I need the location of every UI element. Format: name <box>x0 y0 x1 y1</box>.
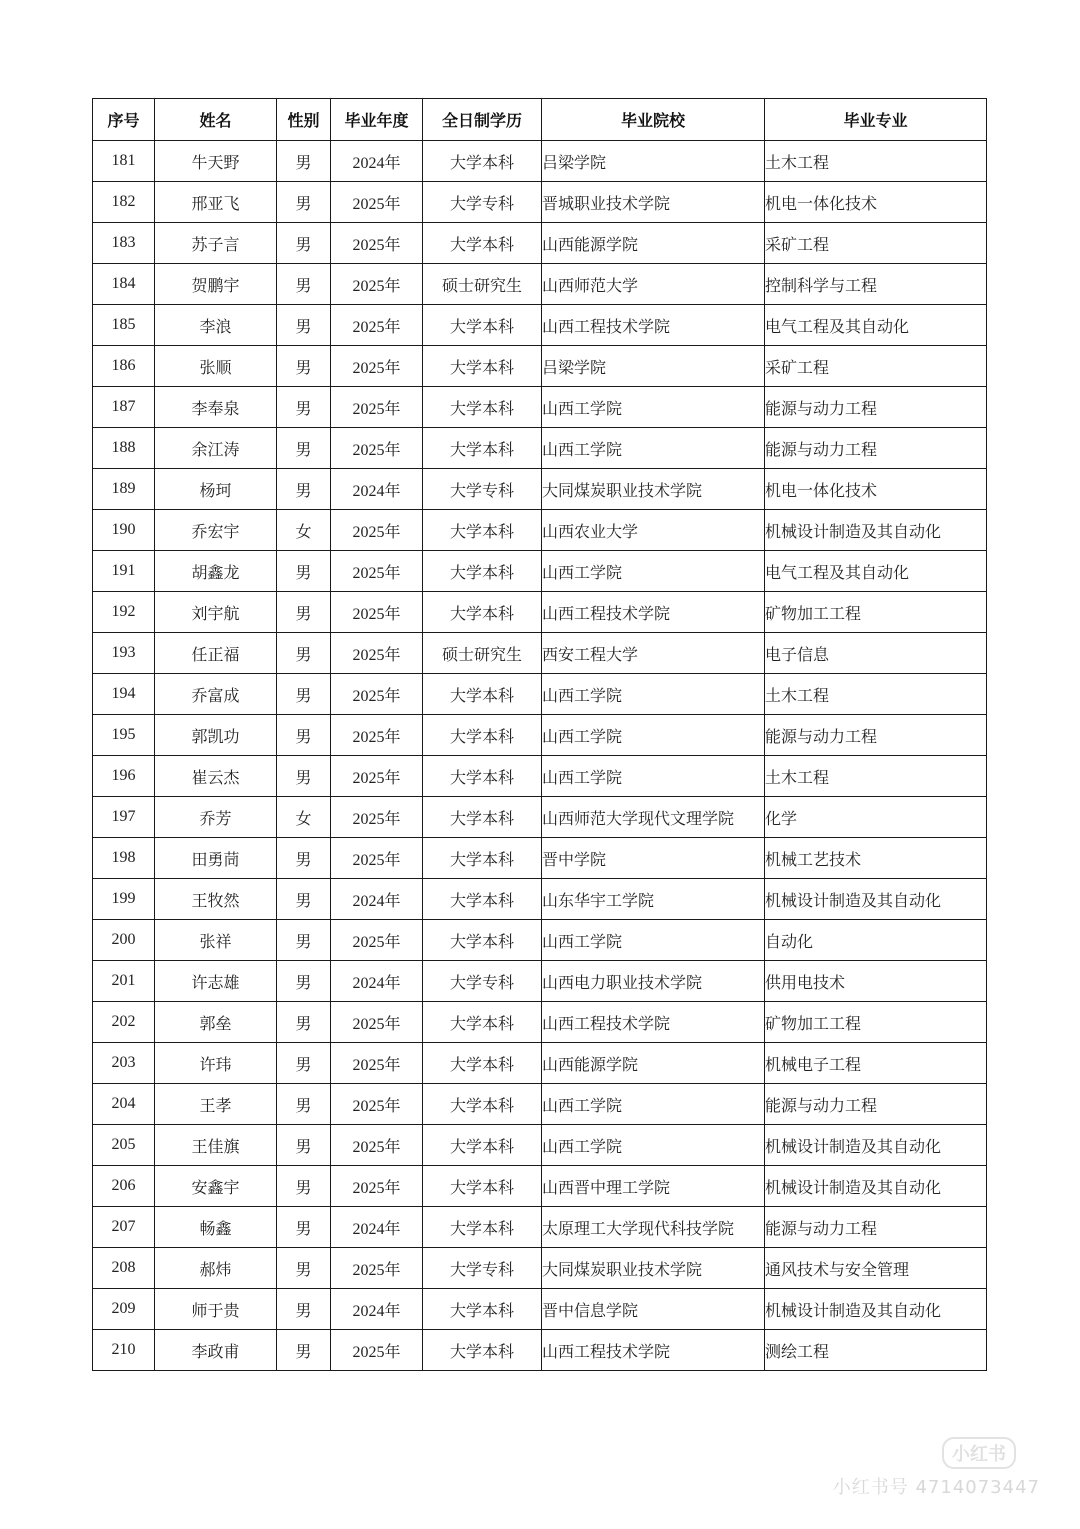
cell-index: 201 <box>93 961 155 1002</box>
cell-name: 杨珂 <box>155 469 277 510</box>
cell-school: 山西能源学院 <box>542 1043 765 1084</box>
cell-school: 山西工学院 <box>542 551 765 592</box>
cell-gender: 女 <box>277 510 331 551</box>
cell-name: 张顺 <box>155 346 277 387</box>
table-row <box>93 797 987 838</box>
table-row <box>93 387 987 428</box>
cell-education: 硕士研究生 <box>423 633 542 674</box>
cell-index: 181 <box>93 141 155 182</box>
cell-graduation-year: 2025年 <box>331 551 423 592</box>
cell-gender: 男 <box>277 182 331 223</box>
table-row <box>93 469 987 510</box>
cell-name: 胡鑫龙 <box>155 551 277 592</box>
cell-school: 吕梁学院 <box>542 141 765 182</box>
cell-name: 余江涛 <box>155 428 277 469</box>
cell-name: 乔宏宇 <box>155 510 277 551</box>
cell-name: 师于贵 <box>155 1289 277 1330</box>
table-row <box>93 1043 987 1084</box>
cell-gender: 男 <box>277 223 331 264</box>
table-row <box>93 346 987 387</box>
cell-education: 大学本科 <box>423 428 542 469</box>
cell-gender: 男 <box>277 1125 331 1166</box>
cell-graduation-year: 2025年 <box>331 592 423 633</box>
table-row <box>93 961 987 1002</box>
watermark <box>833 1437 1040 1499</box>
cell-major: 机电一体化技术 <box>765 469 987 510</box>
cell-index: 194 <box>93 674 155 715</box>
roster-sheet <box>92 98 986 1371</box>
cell-school: 山西工学院 <box>542 387 765 428</box>
cell-school: 山西工学院 <box>542 756 765 797</box>
cell-education: 大学本科 <box>423 305 542 346</box>
cell-gender: 男 <box>277 1330 331 1371</box>
cell-school: 山西工程技术学院 <box>542 1330 765 1371</box>
cell-index: 208 <box>93 1248 155 1289</box>
cell-gender: 男 <box>277 1084 331 1125</box>
cell-major: 供用电技术 <box>765 961 987 1002</box>
cell-graduation-year: 2025年 <box>331 1125 423 1166</box>
cell-education: 大学本科 <box>423 797 542 838</box>
cell-graduation-year: 2025年 <box>331 633 423 674</box>
cell-name: 乔富成 <box>155 674 277 715</box>
cell-index: 207 <box>93 1207 155 1248</box>
cell-name: 郭凯功 <box>155 715 277 756</box>
cell-index: 202 <box>93 1002 155 1043</box>
cell-education: 大学本科 <box>423 510 542 551</box>
cell-gender: 男 <box>277 715 331 756</box>
cell-index: 204 <box>93 1084 155 1125</box>
cell-school: 山西工程技术学院 <box>542 1002 765 1043</box>
cell-school: 山西工学院 <box>542 715 765 756</box>
cell-education: 大学专科 <box>423 469 542 510</box>
cell-name: 张祥 <box>155 920 277 961</box>
cell-education: 大学本科 <box>423 1043 542 1084</box>
cell-graduation-year: 2024年 <box>331 141 423 182</box>
cell-index: 199 <box>93 879 155 920</box>
cell-name: 李政甫 <box>155 1330 277 1371</box>
cell-graduation-year: 2025年 <box>331 1166 423 1207</box>
table-row <box>93 920 987 961</box>
cell-name: 邢亚飞 <box>155 182 277 223</box>
cell-graduation-year: 2025年 <box>331 674 423 715</box>
cell-index: 196 <box>93 756 155 797</box>
cell-major: 机械设计制造及其自动化 <box>765 510 987 551</box>
cell-index: 189 <box>93 469 155 510</box>
cell-graduation-year: 2025年 <box>331 182 423 223</box>
cell-school: 山西能源学院 <box>542 223 765 264</box>
cell-school: 山西师范大学 <box>542 264 765 305</box>
cell-school: 山西电力职业技术学院 <box>542 961 765 1002</box>
cell-name: 乔芳 <box>155 797 277 838</box>
cell-major: 电气工程及其自动化 <box>765 305 987 346</box>
cell-index: 183 <box>93 223 155 264</box>
cell-graduation-year: 2024年 <box>331 961 423 1002</box>
cell-index: 209 <box>93 1289 155 1330</box>
cell-gender: 男 <box>277 961 331 1002</box>
cell-major: 机械电子工程 <box>765 1043 987 1084</box>
cell-name: 任正福 <box>155 633 277 674</box>
cell-major: 能源与动力工程 <box>765 1084 987 1125</box>
cell-graduation-year: 2025年 <box>331 346 423 387</box>
cell-gender: 男 <box>277 387 331 428</box>
cell-school: 晋中学院 <box>542 838 765 879</box>
table-row <box>93 1125 987 1166</box>
table-row <box>93 592 987 633</box>
cell-school: 吕梁学院 <box>542 346 765 387</box>
table-row <box>93 1248 987 1289</box>
cell-education: 大学本科 <box>423 346 542 387</box>
cell-graduation-year: 2024年 <box>331 469 423 510</box>
table-row <box>93 551 987 592</box>
cell-name: 许玮 <box>155 1043 277 1084</box>
cell-gender: 男 <box>277 1043 331 1084</box>
cell-education: 大学本科 <box>423 838 542 879</box>
cell-index: 203 <box>93 1043 155 1084</box>
cell-gender: 男 <box>277 592 331 633</box>
cell-name: 刘宇航 <box>155 592 277 633</box>
cell-index: 182 <box>93 182 155 223</box>
cell-major: 机械设计制造及其自动化 <box>765 879 987 920</box>
cell-name: 牛天野 <box>155 141 277 182</box>
cell-gender: 男 <box>277 756 331 797</box>
cell-name: 王孝 <box>155 1084 277 1125</box>
cell-school: 山西工学院 <box>542 1125 765 1166</box>
roster-body <box>93 141 987 1371</box>
cell-school: 大同煤炭职业技术学院 <box>542 1248 765 1289</box>
cell-school: 山东华宇工学院 <box>542 879 765 920</box>
cell-index: 198 <box>93 838 155 879</box>
cell-school: 太原理工大学现代科技学院 <box>542 1207 765 1248</box>
table-row <box>93 428 987 469</box>
cell-education: 大学本科 <box>423 387 542 428</box>
header-row <box>93 99 987 141</box>
cell-major: 矿物加工工程 <box>765 592 987 633</box>
cell-graduation-year: 2025年 <box>331 838 423 879</box>
cell-gender: 男 <box>277 1207 331 1248</box>
cell-graduation-year: 2025年 <box>331 715 423 756</box>
table-row <box>93 879 987 920</box>
table-row <box>93 305 987 346</box>
cell-major: 土木工程 <box>765 674 987 715</box>
cell-major: 土木工程 <box>765 756 987 797</box>
cell-name: 贺鹏宇 <box>155 264 277 305</box>
cell-index: 197 <box>93 797 155 838</box>
cell-school: 山西师范大学现代文理学院 <box>542 797 765 838</box>
cell-gender: 男 <box>277 1166 331 1207</box>
table-row <box>93 264 987 305</box>
cell-name: 郝炜 <box>155 1248 277 1289</box>
cell-graduation-year: 2025年 <box>331 428 423 469</box>
cell-education: 大学本科 <box>423 1084 542 1125</box>
cell-education: 大学本科 <box>423 1002 542 1043</box>
cell-major: 能源与动力工程 <box>765 1207 987 1248</box>
cell-education: 大学本科 <box>423 1330 542 1371</box>
cell-name: 安鑫宇 <box>155 1166 277 1207</box>
cell-education: 大学本科 <box>423 1125 542 1166</box>
cell-major: 自动化 <box>765 920 987 961</box>
cell-school: 山西工程技术学院 <box>542 592 765 633</box>
table-row <box>93 674 987 715</box>
header-major: 毕业专业 <box>765 99 987 141</box>
cell-education: 大学本科 <box>423 1207 542 1248</box>
cell-gender: 男 <box>277 469 331 510</box>
header-name: 姓名 <box>155 99 277 141</box>
cell-index: 190 <box>93 510 155 551</box>
cell-name: 李浪 <box>155 305 277 346</box>
table-row <box>93 715 987 756</box>
cell-major: 土木工程 <box>765 141 987 182</box>
cell-name: 畅鑫 <box>155 1207 277 1248</box>
cell-major: 机电一体化技术 <box>765 182 987 223</box>
cell-major: 能源与动力工程 <box>765 387 987 428</box>
table-row <box>93 1002 987 1043</box>
cell-major: 通风技术与安全管理 <box>765 1248 987 1289</box>
cell-education: 大学本科 <box>423 1166 542 1207</box>
cell-gender: 男 <box>277 920 331 961</box>
cell-gender: 男 <box>277 551 331 592</box>
cell-education: 大学本科 <box>423 674 542 715</box>
cell-graduation-year: 2025年 <box>331 1002 423 1043</box>
cell-index: 184 <box>93 264 155 305</box>
cell-name: 王佳旗 <box>155 1125 277 1166</box>
cell-name: 王牧然 <box>155 879 277 920</box>
cell-index: 187 <box>93 387 155 428</box>
cell-graduation-year: 2025年 <box>331 510 423 551</box>
cell-graduation-year: 2025年 <box>331 1330 423 1371</box>
cell-education: 大学本科 <box>423 592 542 633</box>
cell-index: 186 <box>93 346 155 387</box>
cell-graduation-year: 2025年 <box>331 1043 423 1084</box>
cell-education: 大学本科 <box>423 879 542 920</box>
cell-graduation-year: 2025年 <box>331 223 423 264</box>
cell-school: 山西工学院 <box>542 428 765 469</box>
table-row <box>93 633 987 674</box>
cell-major: 化学 <box>765 797 987 838</box>
table-row <box>93 223 987 264</box>
cell-name: 郭垒 <box>155 1002 277 1043</box>
cell-education: 大学本科 <box>423 223 542 264</box>
cell-gender: 男 <box>277 1248 331 1289</box>
cell-major: 电气工程及其自动化 <box>765 551 987 592</box>
cell-gender: 男 <box>277 633 331 674</box>
cell-major: 采矿工程 <box>765 346 987 387</box>
cell-name: 田勇茼 <box>155 838 277 879</box>
cell-gender: 男 <box>277 141 331 182</box>
cell-education: 大学本科 <box>423 141 542 182</box>
table-row <box>93 756 987 797</box>
table-row <box>93 182 987 223</box>
cell-index: 195 <box>93 715 155 756</box>
cell-graduation-year: 2025年 <box>331 387 423 428</box>
cell-school: 晋中信息学院 <box>542 1289 765 1330</box>
cell-education: 大学本科 <box>423 551 542 592</box>
cell-index: 188 <box>93 428 155 469</box>
table-row <box>93 510 987 551</box>
cell-index: 193 <box>93 633 155 674</box>
cell-school: 山西工学院 <box>542 674 765 715</box>
cell-name: 崔云杰 <box>155 756 277 797</box>
cell-major: 能源与动力工程 <box>765 428 987 469</box>
cell-gender: 男 <box>277 305 331 346</box>
cell-education: 大学本科 <box>423 756 542 797</box>
cell-gender: 男 <box>277 838 331 879</box>
cell-school: 山西晋中理工学院 <box>542 1166 765 1207</box>
cell-graduation-year: 2025年 <box>331 797 423 838</box>
cell-index: 192 <box>93 592 155 633</box>
cell-index: 191 <box>93 551 155 592</box>
cell-graduation-year: 2025年 <box>331 305 423 346</box>
cell-school: 山西工学院 <box>542 920 765 961</box>
cell-graduation-year: 2025年 <box>331 920 423 961</box>
cell-index: 205 <box>93 1125 155 1166</box>
cell-school: 西安工程大学 <box>542 633 765 674</box>
header-index: 序号 <box>93 99 155 141</box>
cell-graduation-year: 2025年 <box>331 1248 423 1289</box>
cell-education: 大学专科 <box>423 961 542 1002</box>
cell-graduation-year: 2025年 <box>331 264 423 305</box>
header-school: 毕业院校 <box>542 99 765 141</box>
cell-gender: 男 <box>277 1289 331 1330</box>
cell-gender: 男 <box>277 428 331 469</box>
table-row <box>93 838 987 879</box>
watermark-id: 小红书号 4714073447 <box>832 1477 1040 1498</box>
cell-school: 山西工学院 <box>542 1084 765 1125</box>
cell-name: 苏子言 <box>155 223 277 264</box>
cell-name: 李奉泉 <box>155 387 277 428</box>
cell-gender: 女 <box>277 797 331 838</box>
cell-education: 硕士研究生 <box>423 264 542 305</box>
cell-major: 测绘工程 <box>765 1330 987 1371</box>
cell-school: 大同煤炭职业技术学院 <box>542 469 765 510</box>
table-row <box>93 1207 987 1248</box>
cell-education: 大学本科 <box>423 920 542 961</box>
watermark-logo: 小红书 <box>942 1437 1016 1469</box>
cell-education: 大学专科 <box>423 1248 542 1289</box>
cell-gender: 男 <box>277 264 331 305</box>
cell-gender: 男 <box>277 879 331 920</box>
table-row <box>93 1084 987 1125</box>
table-row <box>93 1289 987 1330</box>
cell-major: 机械工艺技术 <box>765 838 987 879</box>
cell-graduation-year: 2025年 <box>331 1084 423 1125</box>
header-education: 全日制学历 <box>423 99 542 141</box>
table-row <box>93 1330 987 1371</box>
table-row <box>93 141 987 182</box>
cell-name: 许志雄 <box>155 961 277 1002</box>
cell-gender: 男 <box>277 1002 331 1043</box>
cell-graduation-year: 2024年 <box>331 1289 423 1330</box>
cell-index: 210 <box>93 1330 155 1371</box>
cell-graduation-year: 2024年 <box>331 1207 423 1248</box>
roster-table <box>92 98 987 1371</box>
cell-gender: 男 <box>277 346 331 387</box>
cell-index: 185 <box>93 305 155 346</box>
header-gender: 性别 <box>277 99 331 141</box>
cell-education: 大学本科 <box>423 715 542 756</box>
cell-major: 机械设计制造及其自动化 <box>765 1289 987 1330</box>
cell-school: 山西农业大学 <box>542 510 765 551</box>
cell-major: 控制科学与工程 <box>765 264 987 305</box>
cell-education: 大学本科 <box>423 1289 542 1330</box>
cell-major: 机械设计制造及其自动化 <box>765 1125 987 1166</box>
cell-education: 大学专科 <box>423 182 542 223</box>
cell-graduation-year: 2024年 <box>331 879 423 920</box>
cell-major: 矿物加工工程 <box>765 1002 987 1043</box>
cell-major: 能源与动力工程 <box>765 715 987 756</box>
cell-school: 晋城职业技术学院 <box>542 182 765 223</box>
cell-index: 200 <box>93 920 155 961</box>
header-graduation-year: 毕业年度 <box>331 99 423 141</box>
table-row <box>93 1166 987 1207</box>
cell-index: 206 <box>93 1166 155 1207</box>
cell-major: 采矿工程 <box>765 223 987 264</box>
cell-major: 机械设计制造及其自动化 <box>765 1166 987 1207</box>
cell-school: 山西工程技术学院 <box>542 305 765 346</box>
cell-graduation-year: 2025年 <box>331 756 423 797</box>
cell-major: 电子信息 <box>765 633 987 674</box>
cell-gender: 男 <box>277 674 331 715</box>
